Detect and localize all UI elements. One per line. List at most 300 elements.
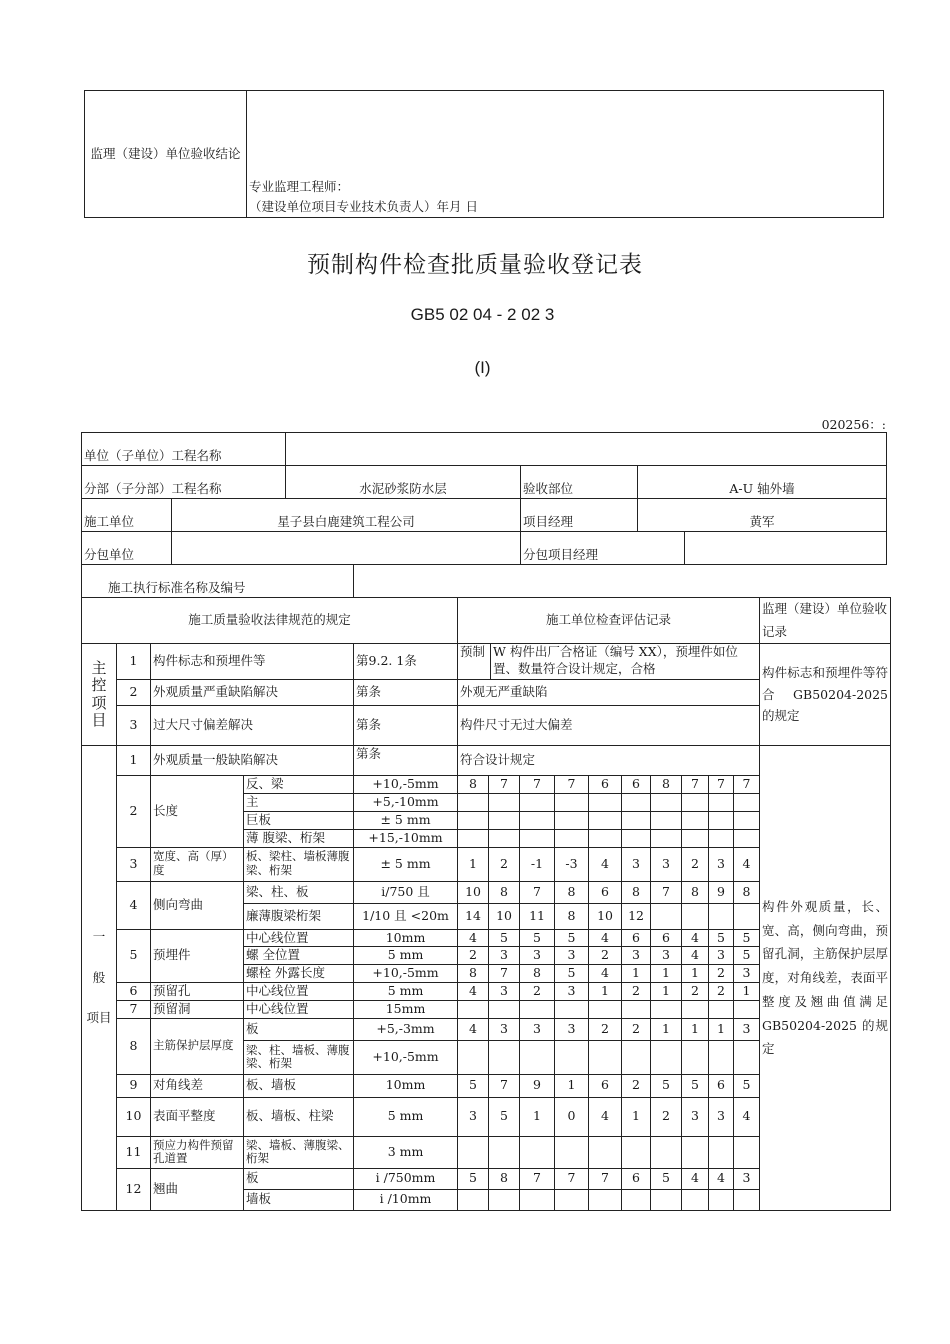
measured-value bbox=[651, 1001, 682, 1019]
measured-value bbox=[458, 1136, 489, 1168]
prefab-result-text: W 构件出厂合格证（编号 XX），预埋件如位置、数量符合设计规定，合格 bbox=[493, 644, 738, 676]
measured-value bbox=[520, 1189, 555, 1210]
measured-value bbox=[489, 829, 520, 847]
measured-value bbox=[622, 1040, 651, 1074]
measured-value bbox=[734, 1189, 760, 1210]
measured-value: 3 bbox=[682, 1097, 709, 1136]
measured-value bbox=[520, 829, 555, 847]
measured-value bbox=[651, 1189, 682, 1210]
measured-value: 4 bbox=[458, 1018, 489, 1040]
measured-value bbox=[734, 1040, 760, 1074]
tolerance-value: +10,-5mm bbox=[354, 776, 458, 794]
unit-project-label: 单位（子单位）工程名称 bbox=[82, 433, 286, 466]
measured-value bbox=[709, 793, 734, 811]
measured-value: 5 bbox=[734, 1074, 760, 1097]
measured-value bbox=[734, 793, 760, 811]
measured-value bbox=[458, 793, 489, 811]
measured-value: 6 bbox=[709, 1074, 734, 1097]
measured-value: 8 bbox=[682, 881, 709, 903]
measured-value: 2 bbox=[682, 847, 709, 881]
sub-item-label: 巨板 bbox=[244, 811, 354, 829]
measured-value bbox=[520, 793, 555, 811]
sub-item-label: 螺 全位置 bbox=[244, 947, 354, 965]
measured-value: 2 bbox=[622, 983, 651, 1001]
main-item-name: 外观质量严重缺陷解决 bbox=[151, 680, 354, 706]
sub-item-label: 板 bbox=[244, 1018, 354, 1040]
main-item-no: 2 bbox=[117, 680, 151, 706]
measured-value bbox=[682, 811, 709, 829]
measured-value: 2 bbox=[651, 1097, 682, 1136]
measured-value bbox=[489, 811, 520, 829]
gen-item-clause: 第条 bbox=[354, 746, 458, 776]
measured-value: 1 bbox=[734, 983, 760, 1001]
tolerance-value: 15mm bbox=[354, 1001, 458, 1019]
measured-value: 2 bbox=[589, 947, 622, 965]
measured-value bbox=[682, 1136, 709, 1168]
measured-value: 3 bbox=[622, 947, 651, 965]
measured-value: 7 bbox=[709, 776, 734, 794]
measured-value: 4 bbox=[682, 1168, 709, 1189]
gen-item-name: 主筋保护层厚度 bbox=[151, 1018, 244, 1074]
main-item-name: 过大尺寸偏差解决 bbox=[151, 706, 354, 746]
measured-value: 3 bbox=[489, 983, 520, 1001]
measured-value: 2 bbox=[622, 1074, 651, 1097]
measured-value bbox=[458, 829, 489, 847]
tolerance-value: i /10mm bbox=[354, 1189, 458, 1210]
measured-value bbox=[709, 1189, 734, 1210]
sub-item-label: 板、梁柱、墙板薄腹梁、桁架 bbox=[244, 847, 354, 881]
measured-value: -1 bbox=[520, 847, 555, 881]
sub-pm-value bbox=[685, 532, 887, 565]
measured-value bbox=[709, 1136, 734, 1168]
measured-value bbox=[734, 829, 760, 847]
measured-value: 11 bbox=[520, 903, 555, 929]
measured-value bbox=[682, 1189, 709, 1210]
sub-item-label: 中心线位置 bbox=[244, 1001, 354, 1019]
gen-item-name: 预埋件 bbox=[151, 929, 244, 983]
measured-value: 8 bbox=[651, 776, 682, 794]
measured-value: 8 bbox=[555, 903, 589, 929]
contractor-label: 施工单位 bbox=[82, 499, 172, 532]
measured-value: 1 bbox=[458, 847, 489, 881]
measured-value: 4 bbox=[709, 1168, 734, 1189]
tolerance-value: +15,-10mm bbox=[354, 829, 458, 847]
standard-code: GB5 02 04 - 2 02 3 bbox=[410, 305, 555, 324]
measured-value bbox=[622, 793, 651, 811]
tolerance-value: +10,-5mm bbox=[354, 1040, 458, 1074]
measured-value: 1 bbox=[682, 1018, 709, 1040]
engineer-line: 专业监理工程师： bbox=[249, 179, 350, 194]
measured-value: 1 bbox=[622, 1097, 651, 1136]
measured-value bbox=[682, 793, 709, 811]
measured-value: 3 bbox=[489, 1018, 520, 1040]
tolerance-value: 10mm bbox=[354, 1074, 458, 1097]
main-item-result: 外观无严重缺陷 bbox=[458, 680, 760, 706]
measured-value: 3 bbox=[622, 847, 651, 881]
measured-value bbox=[709, 903, 734, 929]
measured-value: 6 bbox=[622, 776, 651, 794]
measured-value: 8 bbox=[489, 1168, 520, 1189]
measured-value: 7 bbox=[555, 1168, 589, 1189]
measured-value: 7 bbox=[555, 776, 589, 794]
measured-value: 3 bbox=[734, 1018, 760, 1040]
sub-item-label: 梁、柱、板 bbox=[244, 881, 354, 903]
general-group-label bbox=[82, 746, 117, 1211]
measured-value bbox=[589, 811, 622, 829]
measured-value: 8 bbox=[520, 965, 555, 983]
measured-value: 7 bbox=[734, 776, 760, 794]
measured-value: 1 bbox=[520, 1097, 555, 1136]
tolerance-value: ± 5 mm bbox=[354, 847, 458, 881]
measured-value: 2 bbox=[520, 983, 555, 1001]
tolerance-value: 10mm bbox=[354, 929, 458, 947]
sub-item-label: 螺栓 外露长度 bbox=[244, 965, 354, 983]
measured-value: 3 bbox=[709, 847, 734, 881]
std-label: 施工执行标准名称及编号 bbox=[82, 565, 354, 598]
measured-value: 6 bbox=[589, 776, 622, 794]
gen-item-no: 11 bbox=[117, 1136, 151, 1168]
measured-value: 8 bbox=[458, 776, 489, 794]
measured-value: 12 bbox=[622, 903, 651, 929]
gen-item-name: 翘曲 bbox=[151, 1168, 244, 1210]
col-check-header: 施工单位检查评估记录 bbox=[458, 598, 760, 644]
prefab-prefix: 预制 bbox=[458, 644, 491, 679]
measured-value: 4 bbox=[589, 929, 622, 947]
measured-value: 5 bbox=[555, 965, 589, 983]
gen-item-no: 1 bbox=[117, 746, 151, 776]
sub-item-label: 中心线位置 bbox=[244, 929, 354, 947]
inspection-table bbox=[81, 564, 891, 1211]
measured-value: 1 bbox=[682, 965, 709, 983]
sub-project-label: 分部（子分部）工程名称 bbox=[82, 466, 286, 499]
measured-value bbox=[520, 1001, 555, 1019]
measured-value: 1 bbox=[651, 965, 682, 983]
tolerance-value: +5,-10mm bbox=[354, 793, 458, 811]
measured-value bbox=[709, 829, 734, 847]
measured-value bbox=[555, 1136, 589, 1168]
measured-value: 8 bbox=[622, 881, 651, 903]
measured-value: 8 bbox=[458, 965, 489, 983]
tolerance-value: +5,-3mm bbox=[354, 1018, 458, 1040]
general-label-1: 一 bbox=[92, 928, 106, 944]
measured-value: 8 bbox=[555, 881, 589, 903]
measured-value: 5 bbox=[734, 947, 760, 965]
measured-value bbox=[489, 793, 520, 811]
general-label-2: 般 bbox=[92, 969, 106, 985]
accept-part-value: A-U 轴外墙 bbox=[638, 466, 887, 499]
sub-item-label: 板 bbox=[244, 1168, 354, 1189]
header-table bbox=[81, 432, 887, 565]
measured-value: 1 bbox=[589, 983, 622, 1001]
measured-value: 3 bbox=[555, 1018, 589, 1040]
measured-value bbox=[589, 1040, 622, 1074]
measured-value bbox=[734, 1001, 760, 1019]
measured-value bbox=[589, 1189, 622, 1210]
measured-value: 5 bbox=[709, 929, 734, 947]
measured-value: 4 bbox=[589, 847, 622, 881]
unit-project-value bbox=[286, 433, 887, 466]
main-item-result bbox=[458, 644, 760, 680]
measured-value: 7 bbox=[489, 965, 520, 983]
owner-rep-line: （建设单位项目专业技术负责人）年月 日 bbox=[249, 199, 478, 214]
tolerance-value: 3 mm bbox=[354, 1136, 458, 1168]
gen-item-name: 预留洞 bbox=[151, 1001, 244, 1019]
gen-item-name: 侧向弯曲 bbox=[151, 881, 244, 929]
measured-value: 1 bbox=[651, 983, 682, 1001]
measured-value: 5 bbox=[520, 929, 555, 947]
measured-value: 7 bbox=[651, 881, 682, 903]
gen-item-no: 10 bbox=[117, 1097, 151, 1136]
sub-item-label: 薄 腹梁、桁架 bbox=[244, 829, 354, 847]
measured-value bbox=[489, 1040, 520, 1074]
measured-value bbox=[555, 811, 589, 829]
measured-value: 2 bbox=[622, 1018, 651, 1040]
sub-item-label: 廉薄腹梁桁架 bbox=[244, 903, 354, 929]
measured-value bbox=[651, 1040, 682, 1074]
measured-value: 5 bbox=[651, 1074, 682, 1097]
main-item-no: 1 bbox=[117, 644, 151, 680]
measured-value: 3 bbox=[489, 947, 520, 965]
gen-item-no: 7 bbox=[117, 1001, 151, 1019]
sub-pm-label: 分包项目经理 bbox=[521, 532, 685, 565]
measured-value: 1 bbox=[651, 1018, 682, 1040]
measured-value: 2 bbox=[709, 983, 734, 1001]
main-supervision-record: 构件标志和预埋件等符合 GB50204-2025 的规定 bbox=[760, 644, 891, 746]
measured-value: 4 bbox=[682, 947, 709, 965]
measured-value: 4 bbox=[734, 1097, 760, 1136]
measured-value bbox=[589, 793, 622, 811]
gen-item-no: 2 bbox=[117, 776, 151, 848]
supervision-conclusion-label: 监理（建设）单位验收结论 bbox=[85, 91, 247, 218]
main-group-label: 主控项目 bbox=[82, 644, 117, 746]
form-number: 020256：: bbox=[821, 417, 886, 432]
measured-value bbox=[651, 829, 682, 847]
general-label-3: 项目 bbox=[86, 1010, 112, 1026]
gen-item-name: 表面平整度 bbox=[151, 1097, 244, 1136]
measured-value: 5 bbox=[555, 929, 589, 947]
measured-value: 4 bbox=[458, 983, 489, 1001]
gen-item-name: 外观质量一般缺陷解决 bbox=[151, 746, 354, 776]
sub-project-value: 水泥砂浆防水层 bbox=[286, 466, 521, 499]
measured-value: 2 bbox=[589, 1018, 622, 1040]
measured-value: 7 bbox=[520, 1168, 555, 1189]
measured-value bbox=[734, 811, 760, 829]
measured-value: 4 bbox=[682, 929, 709, 947]
measured-value bbox=[651, 1136, 682, 1168]
measured-value: 4 bbox=[458, 929, 489, 947]
sub-item-label: 板、墙板、柱梁 bbox=[244, 1097, 354, 1136]
measured-value: 3 bbox=[520, 1018, 555, 1040]
main-item-name: 构件标志和预埋件等 bbox=[151, 644, 354, 680]
measured-value: 3 bbox=[734, 1168, 760, 1189]
measured-value: 9 bbox=[709, 881, 734, 903]
sub-item-label: 反、梁 bbox=[244, 776, 354, 794]
measured-value: 2 bbox=[458, 947, 489, 965]
measured-value: 7 bbox=[589, 1168, 622, 1189]
subcontractor-label: 分包单位 bbox=[82, 532, 172, 565]
gen-item-no: 6 bbox=[117, 983, 151, 1001]
measured-value: 14 bbox=[458, 903, 489, 929]
top-conclusion-table bbox=[84, 90, 884, 218]
tolerance-value: ± 5 mm bbox=[354, 811, 458, 829]
measured-value bbox=[458, 1189, 489, 1210]
accept-part-label: 验收部位 bbox=[521, 466, 638, 499]
gen-item-name: 宽度、高（厚）度 bbox=[151, 847, 244, 881]
measured-value bbox=[589, 829, 622, 847]
gen-item-no: 3 bbox=[117, 847, 151, 881]
measured-value bbox=[682, 1001, 709, 1019]
measured-value bbox=[555, 829, 589, 847]
measured-value: 5 bbox=[682, 1074, 709, 1097]
measured-value: 4 bbox=[589, 1097, 622, 1136]
measured-value: 9 bbox=[520, 1074, 555, 1097]
measured-value bbox=[734, 903, 760, 929]
measured-value: 3 bbox=[651, 947, 682, 965]
measured-value bbox=[520, 811, 555, 829]
measured-value: 10 bbox=[489, 903, 520, 929]
measured-value bbox=[709, 1001, 734, 1019]
measured-value: 3 bbox=[458, 1097, 489, 1136]
main-item-no: 3 bbox=[117, 706, 151, 746]
measured-value bbox=[589, 1001, 622, 1019]
measured-value: 5 bbox=[458, 1074, 489, 1097]
measured-value bbox=[709, 1040, 734, 1074]
measured-value: 8 bbox=[489, 881, 520, 903]
measured-value: 10 bbox=[589, 903, 622, 929]
measured-value bbox=[682, 829, 709, 847]
sub-item-label: 中心线位置 bbox=[244, 983, 354, 1001]
measured-value bbox=[682, 903, 709, 929]
measured-value: 6 bbox=[589, 881, 622, 903]
measured-value bbox=[555, 1189, 589, 1210]
measured-value: 3 bbox=[555, 983, 589, 1001]
measured-value bbox=[555, 1040, 589, 1074]
measured-value bbox=[651, 811, 682, 829]
measured-value bbox=[682, 1040, 709, 1074]
measured-value bbox=[489, 1001, 520, 1019]
measured-value: 2 bbox=[489, 847, 520, 881]
measured-value bbox=[651, 793, 682, 811]
main-item-clause: 第条 bbox=[354, 706, 458, 746]
measured-value: 2 bbox=[682, 983, 709, 1001]
main-item-clause: 第条 bbox=[354, 680, 458, 706]
measured-value bbox=[520, 1136, 555, 1168]
contractor-value: 星子县白鹿建筑工程公司 bbox=[172, 499, 521, 532]
measured-value: 3 bbox=[709, 947, 734, 965]
measured-value bbox=[622, 829, 651, 847]
measured-value bbox=[622, 811, 651, 829]
gen-item-name: 对角线差 bbox=[151, 1074, 244, 1097]
measured-value bbox=[458, 1040, 489, 1074]
measured-value: 10 bbox=[458, 881, 489, 903]
measured-value: 6 bbox=[622, 1168, 651, 1189]
col-spec-header: 施工质量验收法律规范的规定 bbox=[82, 598, 458, 644]
std-value bbox=[354, 565, 891, 598]
tolerance-value: i/750 且 bbox=[354, 881, 458, 903]
measured-value bbox=[651, 903, 682, 929]
gen-item-no: 12 bbox=[117, 1168, 151, 1210]
measured-value: 2 bbox=[709, 965, 734, 983]
measured-value: 7 bbox=[489, 1074, 520, 1097]
measured-value: 5 bbox=[489, 929, 520, 947]
measured-value: 1 bbox=[555, 1074, 589, 1097]
measured-value: 4 bbox=[589, 965, 622, 983]
measured-value: 7 bbox=[682, 776, 709, 794]
measured-value bbox=[622, 1136, 651, 1168]
gen-item-no: 8 bbox=[117, 1018, 151, 1074]
measured-value bbox=[555, 793, 589, 811]
measured-value: 3 bbox=[651, 847, 682, 881]
signature-area bbox=[247, 91, 884, 218]
tolerance-value: 5 mm bbox=[354, 1097, 458, 1136]
measured-value: 5 bbox=[458, 1168, 489, 1189]
measured-value bbox=[589, 1136, 622, 1168]
measured-value: 3 bbox=[520, 947, 555, 965]
measured-value: 5 bbox=[651, 1168, 682, 1189]
measured-value: 1 bbox=[622, 965, 651, 983]
main-item-result: 构件尺寸无过大偏差 bbox=[458, 706, 760, 746]
col-supervision-header: 监理（建设）单位验收记录 bbox=[760, 598, 891, 644]
gen-item-name: 预留孔 bbox=[151, 983, 244, 1001]
measured-value: 4 bbox=[734, 847, 760, 881]
measured-value bbox=[489, 1189, 520, 1210]
general-supervision-record: 构件外观质量，长、宽、高，侧向弯曲，预留孔洞，主筋保护层厚度，对角线差，表面平整度及翘曲值满足 GB50204-2025 的规定 bbox=[760, 746, 891, 1211]
measured-value: 7 bbox=[520, 881, 555, 903]
measured-value: 6 bbox=[589, 1074, 622, 1097]
sub-item-label: 墙板 bbox=[244, 1189, 354, 1210]
tolerance-value: 5 mm bbox=[354, 947, 458, 965]
measured-value: 3 bbox=[709, 1097, 734, 1136]
gen-item-no: 4 bbox=[117, 881, 151, 929]
measured-value: 7 bbox=[520, 776, 555, 794]
main-item-clause: 第9.2. 1条 bbox=[354, 644, 458, 680]
measured-value bbox=[734, 1136, 760, 1168]
measured-value: 3 bbox=[555, 947, 589, 965]
gen-item-no: 9 bbox=[117, 1074, 151, 1097]
measured-value: 3 bbox=[734, 965, 760, 983]
gen-item-name: 长度 bbox=[151, 776, 244, 848]
tolerance-value: 1/10 且 <20m bbox=[354, 903, 458, 929]
measured-value bbox=[458, 811, 489, 829]
measured-value bbox=[622, 1001, 651, 1019]
sub-item-label: 主 bbox=[244, 793, 354, 811]
measured-value: 5 bbox=[734, 929, 760, 947]
measured-value bbox=[555, 1001, 589, 1019]
measured-value bbox=[622, 1189, 651, 1210]
page-title: 预制构件检查批质量验收登记表 bbox=[307, 252, 643, 278]
measured-value: 7 bbox=[489, 776, 520, 794]
measured-value bbox=[520, 1040, 555, 1074]
subcontractor-value bbox=[172, 532, 521, 565]
measured-value: -3 bbox=[555, 847, 589, 881]
measured-value: 0 bbox=[555, 1097, 589, 1136]
section-mark: (I) bbox=[474, 358, 491, 377]
gen-item-no: 5 bbox=[117, 929, 151, 983]
measured-value: 6 bbox=[651, 929, 682, 947]
sub-item-label: 板、墙板 bbox=[244, 1074, 354, 1097]
tolerance-value: 5 mm bbox=[354, 983, 458, 1001]
measured-value: 8 bbox=[734, 881, 760, 903]
pm-label: 项目经理 bbox=[521, 499, 638, 532]
gen-item-name: 预应力构件预留孔道置 bbox=[151, 1136, 244, 1168]
sub-item-label: 梁、柱、墙板、薄腹梁、桁架 bbox=[244, 1040, 354, 1074]
tolerance-value: +10,-5mm bbox=[354, 965, 458, 983]
tolerance-value: i /750mm bbox=[354, 1168, 458, 1189]
measured-value bbox=[489, 1136, 520, 1168]
measured-value: 5 bbox=[489, 1097, 520, 1136]
sub-item-label: 梁、墙板、薄腹梁、桁架 bbox=[244, 1136, 354, 1168]
measured-value: 1 bbox=[709, 1018, 734, 1040]
